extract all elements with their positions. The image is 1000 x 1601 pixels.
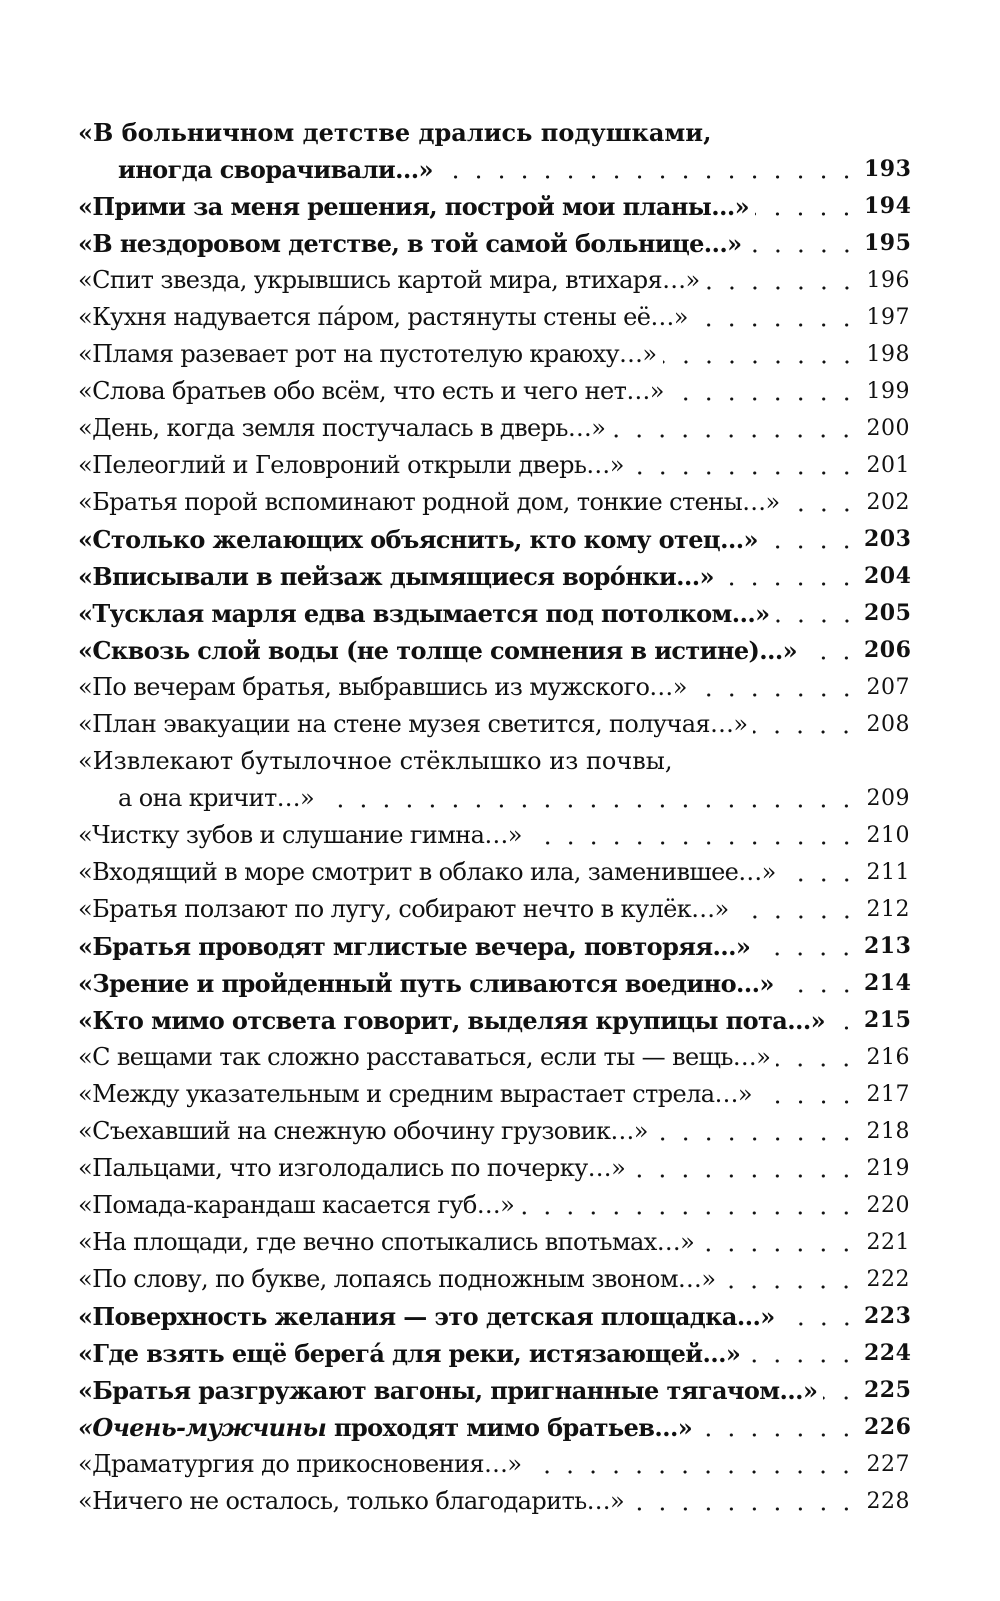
toc-entry[interactable]	[78, 262, 910, 299]
table-of-contents	[78, 114, 910, 1520]
toc-entry-title: «Вписывали в пейзаж дымящиеся ворóнки…»	[78, 562, 714, 591]
toc-page-number: 199	[866, 379, 910, 404]
toc-entry[interactable]	[78, 299, 910, 336]
leader-dots	[720, 582, 858, 586]
leader-dots	[758, 1100, 858, 1104]
leader-dots	[528, 841, 858, 845]
leader-dots	[654, 1137, 858, 1141]
toc-entry[interactable]	[78, 447, 910, 484]
leader-dots	[630, 1507, 858, 1511]
toc-entry-title: «Братья ползают по лугу, собирают нечто в кулёк…»	[78, 895, 729, 923]
toc-entry[interactable]	[78, 373, 910, 410]
leader-dots	[700, 1248, 858, 1252]
toc-entry-title: «Братья проводят мглистые вечера, повторяя…»	[78, 932, 751, 961]
toc-page-number: 204	[864, 563, 912, 589]
leader-dots	[748, 249, 858, 253]
toc-entry[interactable]	[78, 891, 910, 928]
toc-page-number: 227	[866, 1452, 910, 1477]
toc-entry-title-line1: «В больничном детстве дрались подушками,	[78, 118, 712, 147]
toc-entry[interactable]	[78, 1113, 910, 1150]
leader-dots	[781, 1322, 858, 1326]
toc-entry-title: «По слову, по букве, лопаясь подножным звоном…»	[78, 1265, 716, 1293]
leader-dots	[693, 693, 858, 697]
toc-entry-title: «Поверхность желания — это детская площадка…»	[78, 1302, 775, 1331]
toc-entry[interactable]	[78, 1187, 910, 1224]
toc-entry-title: «Зрение и пройденный путь сливаются воедино…»	[78, 969, 774, 998]
toc-entry-title: «Съехавший на снежную обочину грузовик…»	[78, 1117, 648, 1145]
leader-dots	[611, 434, 858, 438]
toc-page-number: 214	[864, 970, 912, 996]
toc-entry-title: «С вещами так сложно расставаться, если ты — вещь…»	[78, 1043, 771, 1071]
leader-dots	[782, 878, 858, 882]
toc-entry[interactable]	[78, 336, 910, 373]
toc-entry-title-italic: «Очень-мужчины	[78, 1413, 327, 1442]
leader-dots	[631, 1174, 858, 1178]
toc-page-number: 207	[866, 675, 910, 700]
toc-page-number: 226	[864, 1414, 912, 1440]
toc-page-number: 206	[864, 637, 912, 663]
leader-dots	[786, 508, 858, 512]
leader-dots	[776, 619, 858, 623]
leader-dots	[755, 212, 858, 216]
leader-dots	[706, 286, 858, 290]
leader-dots	[630, 471, 858, 475]
toc-entry-title: «Помада-карандаш касается губ…»	[78, 1191, 515, 1219]
toc-page-number: 208	[866, 712, 910, 737]
toc-entry-title: «Братья порой вспоминают родной дом, тонкие стены…»	[78, 488, 780, 516]
toc-page-number: 217	[866, 1082, 910, 1107]
toc-entry[interactable]	[78, 1224, 910, 1261]
toc-page-number: 200	[866, 416, 910, 441]
toc-page-number: 216	[866, 1045, 910, 1070]
toc-entry[interactable]	[78, 928, 910, 965]
leader-dots	[735, 915, 858, 919]
toc-entry[interactable]	[78, 521, 910, 558]
toc-entry[interactable]	[78, 1335, 910, 1372]
toc-entry-title: «Где взять ещё берегá для реки, истязающей…»	[78, 1339, 741, 1368]
toc-entry-title: «Пламя разевает рот на пустотелую краюху…»	[78, 340, 657, 368]
leader-dots	[746, 1359, 858, 1363]
toc-entry[interactable]	[78, 114, 910, 188]
toc-entry-title-line1: «Извлекают бутылочное стёклышко из почвы,	[78, 747, 673, 775]
toc-entry-title: «Братья разгружают вагоны, пригнанные тягачом…»	[78, 1376, 818, 1405]
toc-page-number: 195	[864, 230, 912, 256]
toc-entry[interactable]	[78, 1002, 910, 1039]
toc-entry-title: «Ничего не осталось, только благодарить…»	[78, 1487, 625, 1515]
toc-entry-title: «Кто мимо отсвета говорит, выделяя крупицы пота…»	[78, 1006, 826, 1035]
toc-entry-title: «Спит звезда, укрывшись картой мира, втихаря…»	[78, 266, 700, 294]
toc-page-number: 215	[864, 1007, 912, 1033]
leader-dots	[698, 1433, 858, 1437]
toc-entry[interactable]	[78, 225, 910, 262]
toc-entry-title: «На площади, где вечно спотыкались впотьмах…»	[78, 1228, 695, 1256]
toc-entry-title: «Пелеоглий и Геловроний открыли дверь…»	[78, 451, 624, 479]
toc-page-number: 209	[866, 786, 910, 811]
toc-entry[interactable]	[78, 817, 910, 854]
leader-dots	[527, 1470, 858, 1474]
toc-page-number: 220	[866, 1193, 910, 1218]
leader-dots	[823, 1396, 858, 1400]
leader-dots	[439, 175, 858, 179]
toc-entry[interactable]	[78, 1372, 910, 1409]
toc-entry-title: «По вечерам братья, выбравшись из мужского…»	[78, 673, 687, 701]
toc-entry-title: «Тусклая марля едва вздымается под потолком…»	[78, 599, 770, 628]
toc-page-number: 221	[866, 1230, 910, 1255]
leader-dots	[721, 1285, 858, 1289]
toc-entry[interactable]	[78, 965, 910, 1002]
toc-page-number: 203	[864, 526, 912, 552]
toc-page-number: 202	[866, 490, 910, 515]
toc-entry-title-line2: а она кричит…»	[118, 784, 315, 812]
toc-entry-title: «Входящий в море смотрит в облако ила, заменившее…»	[78, 858, 776, 886]
toc-entry-title: «Сквозь слой воды (не толще сомнения в истине)…»	[78, 636, 798, 665]
toc-entry[interactable]	[78, 1446, 910, 1483]
toc-page-number: 210	[866, 823, 910, 848]
leader-dots	[756, 952, 858, 956]
toc-page-number: 228	[866, 1489, 910, 1514]
leader-dots	[831, 1026, 858, 1030]
toc-page-number: 196	[866, 268, 910, 293]
toc-entry-title-line2: иногда сворачивали…»	[118, 155, 433, 184]
toc-entry[interactable]	[78, 188, 910, 225]
leader-dots	[663, 360, 858, 364]
toc-entry[interactable]	[78, 558, 910, 595]
toc-page-number: 219	[866, 1156, 910, 1181]
toc-page-number: 222	[866, 1267, 910, 1292]
toc-entry-title: «Кухня надувается пáром, растянуты стены её…»	[78, 303, 688, 331]
leader-dots	[753, 730, 858, 734]
toc-entry[interactable]	[78, 632, 910, 669]
leader-dots	[320, 804, 858, 808]
toc-entry[interactable]	[78, 854, 910, 891]
toc-page-number: 223	[864, 1303, 912, 1329]
toc-entry[interactable]	[78, 743, 910, 817]
toc-page-number: 201	[866, 453, 910, 478]
toc-entry-title: «План эвакуации на стене музея светится, получая…»	[78, 710, 748, 738]
toc-entry-title: «Драматургия до прикосновения…»	[78, 1450, 522, 1478]
toc-entry[interactable]	[78, 1483, 910, 1520]
toc-page-number: 205	[864, 600, 912, 626]
toc-entry-title: «Слова братьев обо всём, что есть и чего нет…»	[78, 377, 664, 405]
toc-entry-title: «Столько желающих объяснить, кто кому отец…»	[78, 525, 758, 554]
toc-page-number: 211	[866, 860, 910, 885]
toc-page-number: 197	[866, 305, 910, 330]
toc-entry-title	[78, 1409, 692, 1446]
leader-dots	[780, 989, 858, 993]
toc-entry-title: «Пальцами, что изголодались по почерку…»	[78, 1154, 626, 1182]
toc-entry[interactable]	[78, 1039, 910, 1076]
toc-entry-title: «День, когда земля постучалась в дверь…»	[78, 414, 606, 442]
toc-entry-title: «В нездоровом детстве, в той самой больнице…»	[78, 229, 742, 258]
toc-entry[interactable]	[78, 706, 910, 743]
toc-entry-title: «Чистку зубов и слушание гимна…»	[78, 821, 522, 849]
toc-page-number: 194	[864, 193, 912, 219]
toc-entry[interactable]	[78, 595, 910, 632]
toc-entry[interactable]	[78, 410, 910, 447]
toc-page-number: 213	[864, 933, 912, 959]
toc-page-number: 198	[866, 342, 910, 367]
toc-entry-title-rest: проходят мимо братьев…»	[326, 1413, 693, 1442]
toc-entry[interactable]	[78, 1076, 910, 1113]
toc-entry-title: «Между указательным и средним вырастает стрела…»	[78, 1080, 752, 1108]
toc-entry[interactable]	[78, 1261, 910, 1298]
toc-page-number: 212	[866, 897, 910, 922]
toc-entry[interactable]	[78, 1409, 910, 1446]
toc-page-number: 225	[864, 1377, 912, 1403]
toc-entry[interactable]	[78, 1150, 910, 1187]
toc-page-number: 224	[864, 1340, 912, 1366]
toc-page-number: 218	[866, 1119, 910, 1144]
leader-dots	[776, 1063, 858, 1067]
toc-entry-title: «Прими за меня решения, построй мои планы…»	[78, 192, 750, 221]
leader-dots	[520, 1211, 858, 1215]
toc-entry[interactable]	[78, 669, 910, 706]
toc-page-number: 193	[864, 156, 912, 182]
leader-dots	[694, 323, 858, 327]
toc-entry[interactable]	[78, 484, 910, 521]
toc-entry[interactable]	[78, 1298, 910, 1335]
leader-dots	[764, 545, 858, 549]
leader-dots	[670, 397, 858, 401]
leader-dots	[803, 656, 858, 660]
